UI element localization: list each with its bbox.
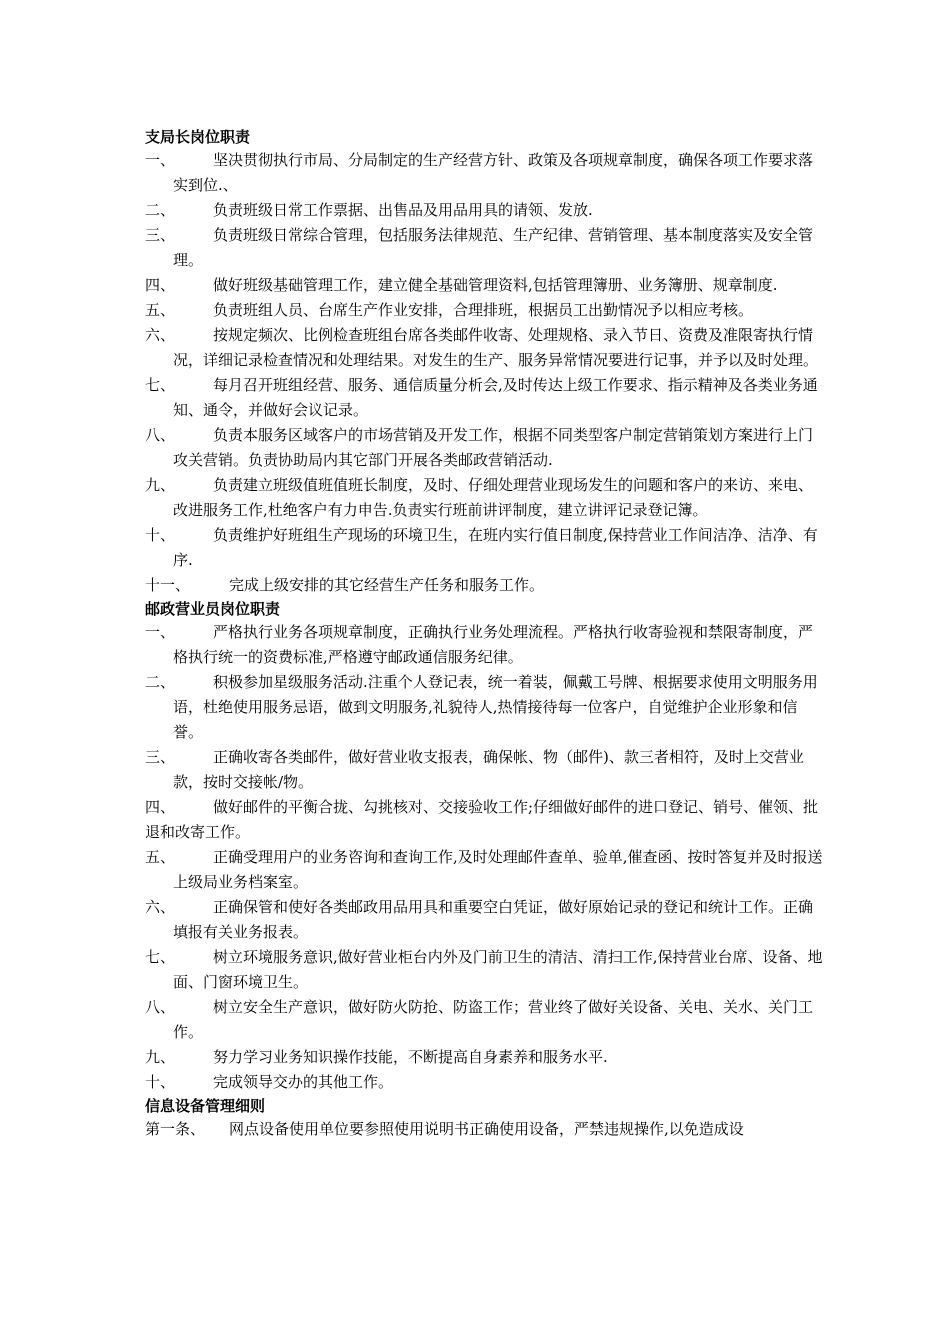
item-number: 三、 xyxy=(145,226,176,244)
item-text: 负责本服务区域客户的市场营销及开发工作，根据不同类型客户制定营销策划方案进行上门攻关营销。负责协助局内其它部门开展各类邮政营销活动. xyxy=(173,426,814,469)
item-number: 一、 xyxy=(145,623,176,641)
item-text: 负责班组人员、台席生产作业安排，合理排班，根据员工出勤情况予以相应考核。 xyxy=(213,301,754,319)
item-text: 负责班级日常工作票据、出售品及用品用具的请领、发放. xyxy=(213,201,593,219)
item-text: 网点设备使用单位要参照使用说明书正确使用设备，严禁违规操作,以免造成设 xyxy=(229,1120,744,1138)
list-item xyxy=(145,845,825,895)
list-item xyxy=(145,795,825,845)
item-number: 四、 xyxy=(145,276,176,294)
item-number: 第一条、 xyxy=(145,1120,206,1138)
list-item xyxy=(145,573,825,598)
section-title: 信息设备管理细则 xyxy=(145,1097,266,1115)
document-page xyxy=(145,126,825,1142)
item-number: 十、 xyxy=(145,1073,176,1091)
list-item xyxy=(145,1117,825,1142)
item-text: 正确收寄各类邮件，做好营业收支报表，确保帐、物（邮件)、款三者相符，及时上交营业款，按时交接帐/物。 xyxy=(173,748,804,791)
item-number: 五、 xyxy=(145,301,176,319)
item-number: 六、 xyxy=(145,898,176,916)
list-item xyxy=(145,373,825,423)
item-number: 九、 xyxy=(145,1048,176,1066)
item-text: 树立安全生产意识，做好防火防抢、防盗工作；营业终了做好关设备、关电、关水、关门工作。 xyxy=(173,998,814,1041)
item-text: 严格执行业务各项规章制度，正确执行业务处理流程。严格执行收寄验视和禁限寄制度，严格执行统一的资费标准,严格遵守邮政通信服务纪律。 xyxy=(173,623,814,666)
list-item xyxy=(145,148,825,198)
item-text: 正确受理用户的业务咨询和查询工作,及时处理邮件查单、验单,催查函、按时答复并及时报送上级局业务档案室。 xyxy=(173,848,823,891)
list-item xyxy=(145,273,825,298)
item-text: 负责建立班级值班值班长制度，及时、仔细处理营业现场发生的问题和客户的来访、来电、改进服务工作,杜绝客户有力申告.负责实行班前讲评制度，建立讲评记录登记簿。 xyxy=(173,476,814,519)
item-text: 树立环境服务意识,做好营业柜台内外及门前卫生的清洁、清扫工作,保持营业台席、设备、地面、门窗环境卫生。 xyxy=(173,948,823,991)
item-number: 二、 xyxy=(145,673,176,691)
section-title: 支局长岗位职责 xyxy=(145,128,251,146)
item-number: 八、 xyxy=(145,998,176,1016)
item-text: 负责班级日常综合管理，包括服务法律规范、生产纪律、营销管理、基本制度落实及安全管理。 xyxy=(173,226,814,269)
item-number: 三、 xyxy=(145,748,176,766)
list-item xyxy=(145,620,825,670)
item-text: 做好邮件的平衡合拢、勾挑核对、交接验收工作;仔细做好邮件的进口登记、销号、催领、批退和改寄工作。 xyxy=(145,798,819,841)
item-text: 积极参加星级服务活动.注重个人登记表，统一着装，佩戴工号牌、根据要求使用文明服务用语，杜绝使用服务忌语，做到文明服务,礼貌待人,热情接待每一位客户，自觉维护企业形象和信誉。 xyxy=(173,673,818,741)
list-item xyxy=(145,198,825,223)
list-item xyxy=(145,473,825,523)
list-item xyxy=(145,1070,825,1095)
item-number: 六、 xyxy=(145,326,176,344)
list-item xyxy=(145,995,825,1045)
item-number: 七、 xyxy=(145,948,176,966)
item-number: 四、 xyxy=(145,798,176,816)
list-item xyxy=(145,670,825,745)
item-text: 努力学习业务知识操作技能，不断提高自身素养和服务水平. xyxy=(213,1048,608,1066)
section-title: 邮政营业员岗位职责 xyxy=(145,600,281,618)
item-number: 七、 xyxy=(145,376,176,394)
item-number: 十、 xyxy=(145,526,176,544)
list-item xyxy=(145,945,825,995)
item-number: 九、 xyxy=(145,476,176,494)
list-item xyxy=(145,298,825,323)
list-item xyxy=(145,745,825,795)
item-number: 五、 xyxy=(145,848,176,866)
item-text: 完成领导交办的其他工作。 xyxy=(213,1073,394,1091)
list-item xyxy=(145,423,825,473)
item-text: 坚决贯彻执行市局、分局制定的生产经营方针、政策及各项规章制度，确保各项工作要求落实到位.、 xyxy=(173,151,814,194)
list-item xyxy=(145,895,825,945)
item-number: 一、 xyxy=(145,151,176,169)
item-text: 正确保管和使好各类邮政用品用具和重要空白凭证，做好原始记录的登记和统计工作。正确填报有关业务报表。 xyxy=(173,898,814,941)
item-text: 完成上级安排的其它经营生产任务和服务工作。 xyxy=(229,576,545,594)
item-number: 二、 xyxy=(145,201,176,219)
list-item xyxy=(145,323,825,373)
list-item xyxy=(145,523,825,573)
item-number: 十一、 xyxy=(145,576,191,594)
list-item xyxy=(145,1045,825,1070)
item-text: 每月召开班组经营、服务、通信质量分析会,及时传达上级工作要求、指示精神及各类业务通知、通令，并做好会议记录。 xyxy=(173,376,818,419)
item-number: 八、 xyxy=(145,426,176,444)
item-text: 负责维护好班组生产现场的环境卫生，在班内实行值日制度,保持营业工作间洁净、洁净、有序. xyxy=(173,526,818,569)
item-text: 做好班级基础管理工作，建立健全基础管理资料,包括管理簿册、业务簿册、规章制度. xyxy=(213,276,778,294)
item-text: 按规定频次、比例检查班组台席各类邮件收寄、处理规格、录入节日、资费及准限寄执行情况，详细记录检查情况和处理结果。对发生的生产、服务异常情况要进行记事，并予以及时处理。 xyxy=(173,326,819,369)
list-item xyxy=(145,223,825,273)
